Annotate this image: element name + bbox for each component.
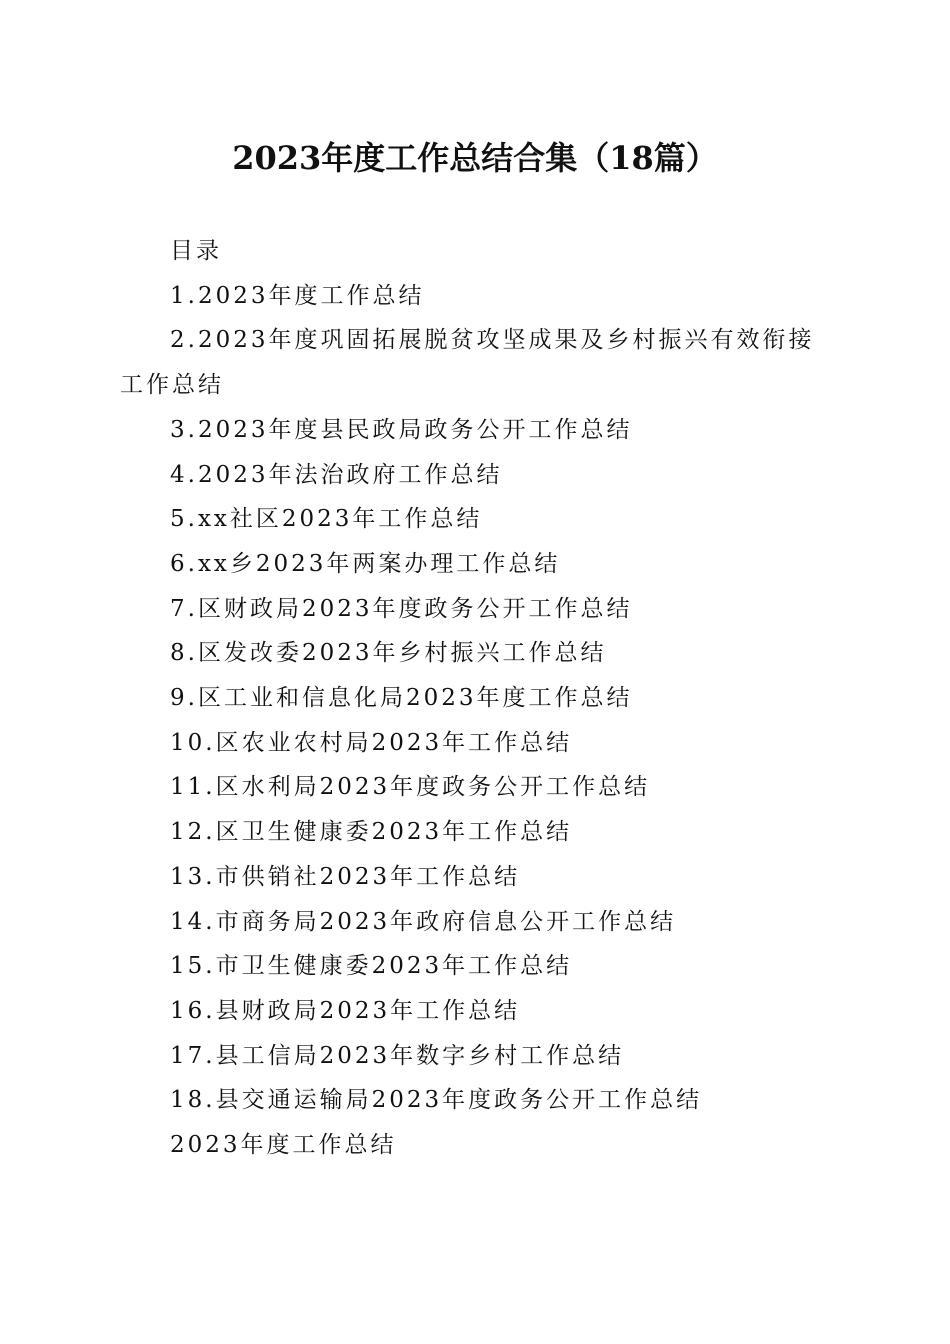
toc-item-1: 1.2023年度工作总结 — [170, 282, 425, 309]
table-of-contents — [120, 229, 832, 1168]
toc-item-13: 13.市供销社2023年工作总结 — [170, 863, 521, 890]
toc-item-6: 6.xx乡2023年两案办理工作总结 — [170, 550, 561, 577]
toc-item-17: 17.县工信局2023年数字乡村工作总结 — [170, 1042, 625, 1069]
document-title: 2023年度工作总结合集（18篇） — [232, 139, 718, 177]
toc-item-7: 7.区财政局2023年度政务公开工作总结 — [170, 595, 633, 622]
toc-item-3: 3.2023年度县民政局政务公开工作总结 — [170, 416, 633, 443]
toc-item-11: 11.区水利局2023年度政务公开工作总结 — [170, 774, 651, 801]
toc-item-15: 15.市卫生健康委2023年工作总结 — [170, 953, 573, 980]
toc-item-18: 18.县交通运输局2023年度政务公开工作总结 — [170, 1087, 703, 1114]
toc-item-9: 9.区工业和信息化局2023年度工作总结 — [170, 685, 633, 712]
toc-list — [120, 274, 832, 1123]
section-heading: 2023年度工作总结 — [170, 1132, 397, 1159]
toc-item-14: 14.市商务局2023年政府信息公开工作总结 — [170, 908, 677, 935]
toc-item-2: 2.2023年度巩固拓展脱贫攻坚成果及乡村振兴有效衔接工作总结 — [120, 327, 815, 399]
toc-item-4: 4.2023年法治政府工作总结 — [170, 461, 503, 488]
toc-item-12: 12.区卫生健康委2023年工作总结 — [170, 819, 573, 846]
toc-heading: 目录 — [170, 238, 222, 264]
toc-item-10: 10.区农业农村局2023年工作总结 — [170, 729, 573, 756]
toc-item-5: 5.xx社区2023年工作总结 — [170, 506, 483, 533]
toc-item-8: 8.区发改委2023年乡村振兴工作总结 — [170, 640, 607, 667]
toc-item-16: 16.县财政局2023年工作总结 — [170, 997, 521, 1024]
